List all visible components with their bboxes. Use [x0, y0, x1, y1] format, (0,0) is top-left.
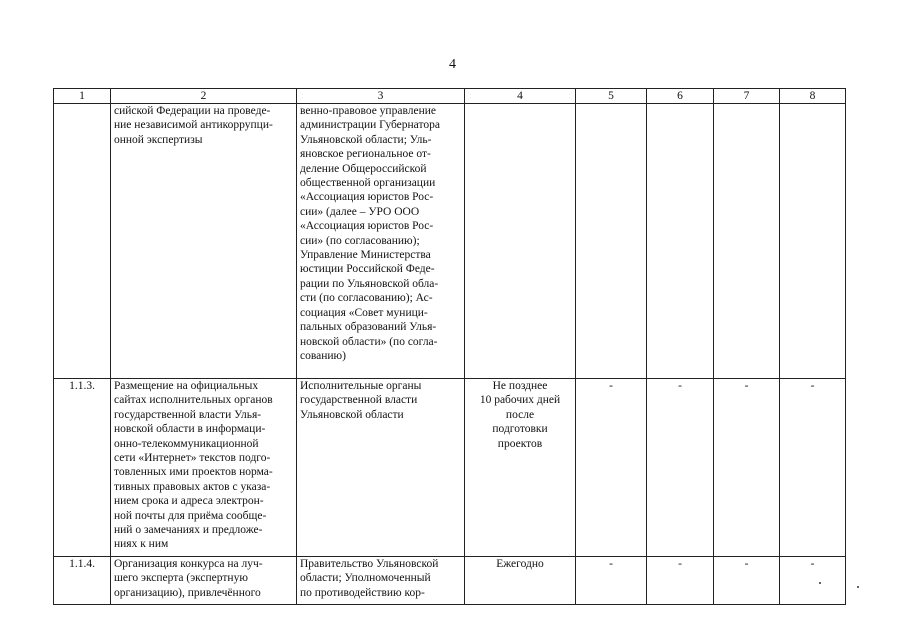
- value-cell: [647, 104, 714, 379]
- value-cell: -: [714, 557, 780, 605]
- value-cell: [576, 104, 647, 379]
- scan-speck: [857, 586, 859, 588]
- value-cell: [714, 104, 780, 379]
- term-cell: Ежегодно: [465, 557, 576, 605]
- value-cell: -: [647, 557, 714, 605]
- scan-speck: [819, 582, 821, 584]
- executor-cell: венно-правовое управление администрации Губернатора Ульяновской области; Уль- яновское региональное от- деление Общероссийской общественной организации «Ассоциация юристов Рос- сии» (далее – УРО ООО «Ассоциация юристов Рос- сии» (по согласованию); Управление Министерства юстиции Российской Феде- рации по Ульяновской обла- сти (по согласованию); Ас- социация «Совет муници- пальных образований Улья- новской области» (по согла- сованию): [297, 104, 465, 379]
- plan-table: [53, 88, 846, 605]
- value-cell: -: [647, 379, 714, 557]
- executor-cell: Правительство Ульяновской области; Уполномоченный по противодействию кор-: [297, 557, 465, 605]
- item-number-cell: 1.1.3.: [54, 379, 111, 557]
- value-cell: [780, 104, 846, 379]
- column-header: 5: [576, 89, 647, 104]
- table-row: [54, 557, 846, 605]
- value-cell: -: [576, 379, 647, 557]
- value-cell: -: [780, 557, 846, 605]
- column-header: 2: [111, 89, 297, 104]
- term-cell: [465, 104, 576, 379]
- column-header: 4: [465, 89, 576, 104]
- measure-name-cell: Размещение на официальных сайтах исполнительных органов государственной власти Улья- новской области в информаци- онно-телекоммуникационной сети «Интернет» текстов подго- товленных ими проектов норма- тивных правовых актов с указа- нием срока и адреса электрон- ной почты для приёма сообще- ний о замечаниях и предложе- ниях к ним: [111, 379, 297, 557]
- table-row: [54, 379, 846, 557]
- item-number-cell: 1.1.4.: [54, 557, 111, 605]
- page-number: 4: [449, 57, 456, 72]
- column-header: 8: [780, 89, 846, 104]
- item-number-cell: [54, 104, 111, 379]
- column-header: 3: [297, 89, 465, 104]
- table-row: [54, 104, 846, 379]
- executor-cell: Исполнительные органы государственной власти Ульяновской области: [297, 379, 465, 557]
- column-header: 1: [54, 89, 111, 104]
- measure-name-cell: Организация конкурса на луч- шего эксперта (экспертную организацию), привлечённого: [111, 557, 297, 605]
- measure-name-cell: сийской Федерации на проведе- ние независимой антикоррупци- онной экспертизы: [111, 104, 297, 379]
- column-header: 6: [647, 89, 714, 104]
- value-cell: -: [576, 557, 647, 605]
- value-cell: -: [780, 379, 846, 557]
- column-header-row: [54, 89, 846, 104]
- term-cell: Не позднее 10 рабочих дней после подготовки проектов: [465, 379, 576, 557]
- column-header: 7: [714, 89, 780, 104]
- value-cell: -: [714, 379, 780, 557]
